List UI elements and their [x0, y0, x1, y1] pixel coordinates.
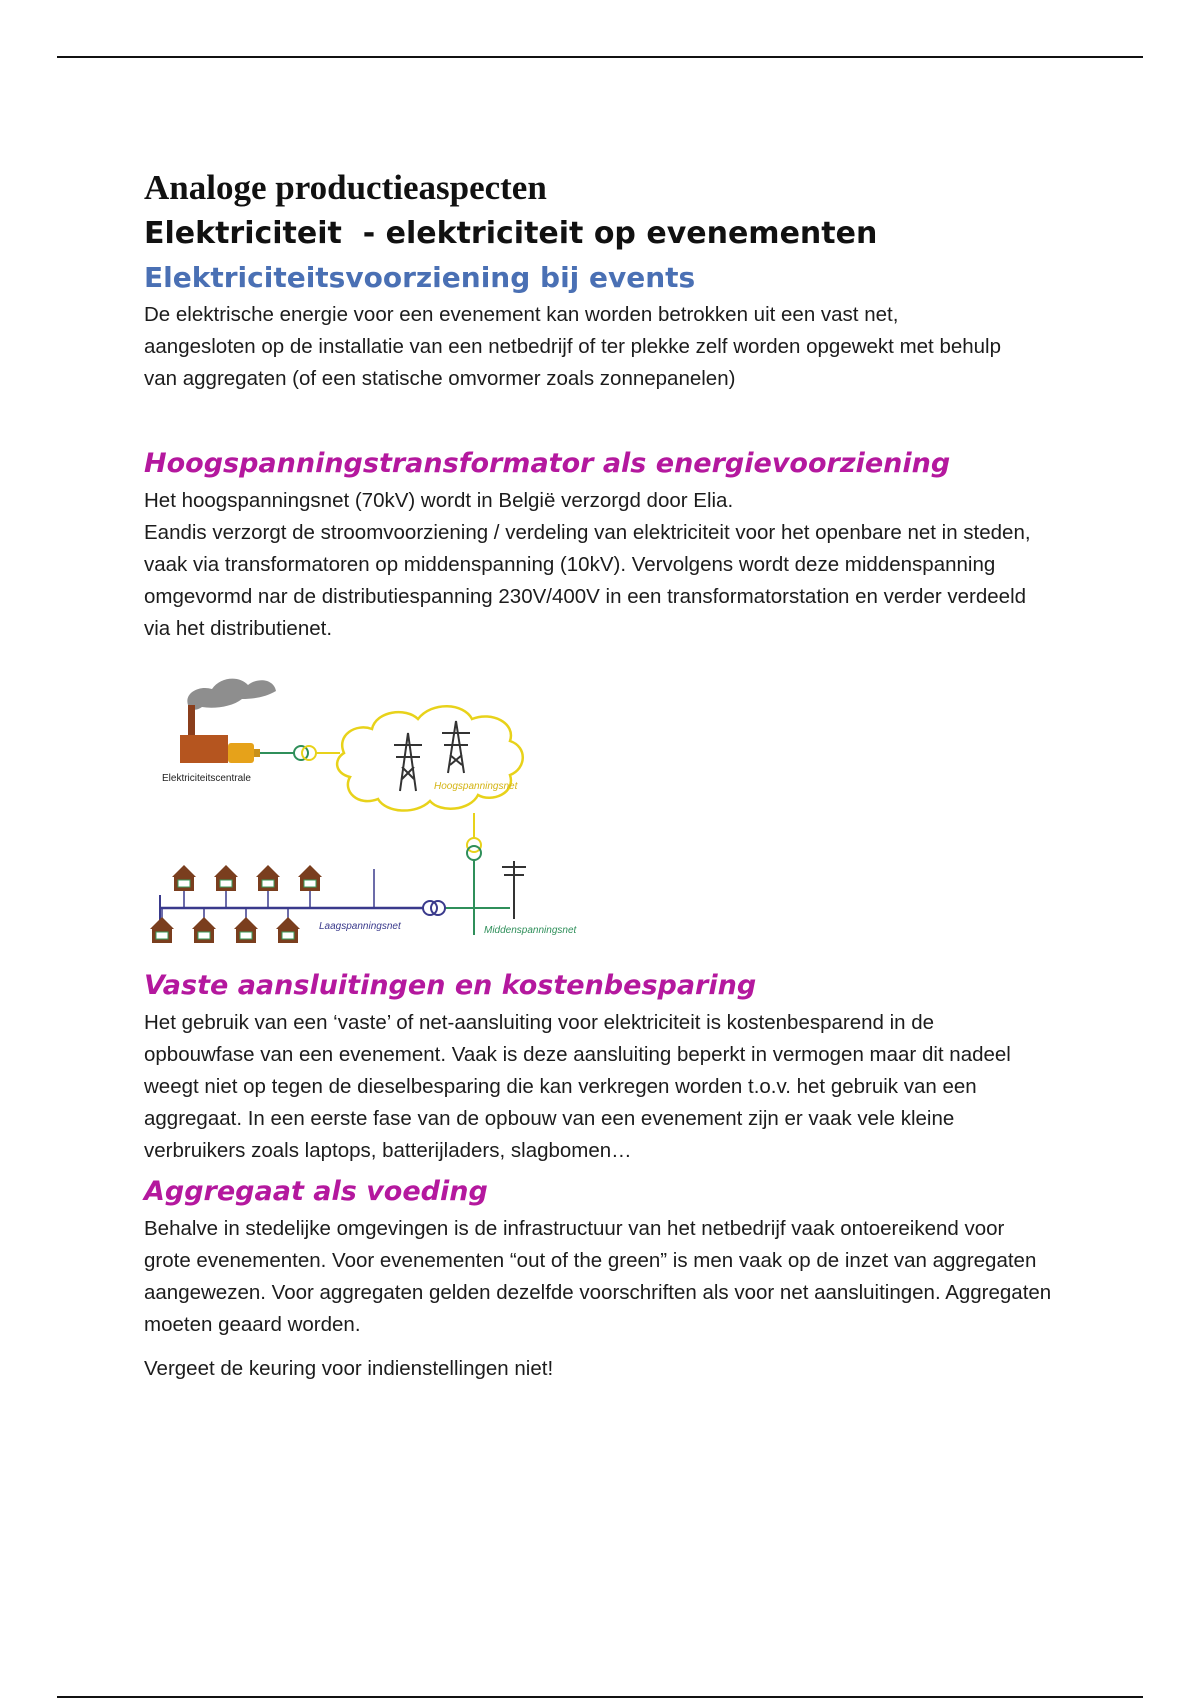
power-plant-icon — [180, 705, 260, 763]
label-laagspanningsnet: Laagspanningsnet — [319, 921, 401, 932]
section-heading-aansluitingen: Vaste aansluitingen en kostenbesparing — [144, 970, 757, 1001]
document-subtitle: Elektriciteit - elektriciteit op evenementen — [144, 216, 878, 251]
smoke-icon — [187, 679, 276, 710]
section-heading-voorziening: Elektriciteitsvoorziening bij events — [144, 261, 696, 294]
section-heading-aggregaat: Aggregaat als voeding — [144, 1176, 488, 1207]
section-paragraph-voorziening: De elektrische energie voor een evenement kan worden betrokken uit een vast net, aangesloten op de installatie van een netbedrijf of ter plekke zelf worden opgewekt met behulp van aggregaten (of een statische omvormer zoals zonnepanelen) — [144, 303, 1002, 390]
section-paragraph-aggregaat: Behalve in stedelijke omgevingen is de infrastructuur van het netbedrijf vaak ontoereikend voor grote evenementen. Voor evenementen “out of the green” is men vaak op de inzet van aggregaten aangewezen. Voor aggregaten gelden dezelfde voorschriften als voor net aansluitingen. Aggregaten moeten geaard worden. — [144, 1217, 1052, 1336]
header-rule — [57, 56, 1143, 58]
section-line-elia: Het hoogspanningsnet (70kV) wordt in België verzorgd door Elia. — [144, 489, 734, 512]
footer-rule — [57, 1696, 1143, 1698]
label-elektriciteitscentrale: Elektriciteitscentrale — [162, 773, 251, 784]
utility-pole-icon — [502, 861, 526, 919]
house-icons-top — [172, 865, 322, 908]
house-icons-bottom — [150, 908, 300, 943]
section-paragraph-hoogspanning: Eandis verzorgt de stroomvoorziening / verdeling van elektriciteit voor het openbare net in steden, vaak via transformatoren op middenspanning (10kV). Vervolgens wordt deze middenspanning omgevormd nar de distributiespanning 230V/400V in een transformatorstation en verder verdeeld via het distributienet. — [144, 521, 1031, 640]
power-grid-diagram — [144, 663, 604, 963]
high-voltage-cloud — [337, 706, 523, 810]
section-note-keuring: Vergeet de keuring voor indienstellingen niet! — [144, 1357, 554, 1380]
section-heading-hoogspanning: Hoogspanningstransformator als energievoorziening — [144, 448, 951, 479]
label-hoogspanningsnet: Hoogspanningsnet — [434, 781, 518, 792]
label-middenspanningsnet: Middenspanningsnet — [484, 925, 577, 936]
document-page — [144, 165, 1074, 1385]
section-paragraph-aansluitingen: Het gebruik van een ‘vaste’ of net-aansluiting voor elektriciteit is kostenbesparend in de opbouwfase van een evenement. Vaak is deze aansluiting beperkt in vermogen maar dit nadeel weegt niet op tegen de dieselbesparing die kan verkregen worden t.o.v. het gebruik van een aggregaat. In een eerste fase van de opbouw van een evenement zijn er vaak vele kleine verbruikers zoals laptops, batterijladers, slagbomen… — [144, 1011, 1011, 1162]
document-title: Analoge productieaspecten — [144, 168, 547, 207]
